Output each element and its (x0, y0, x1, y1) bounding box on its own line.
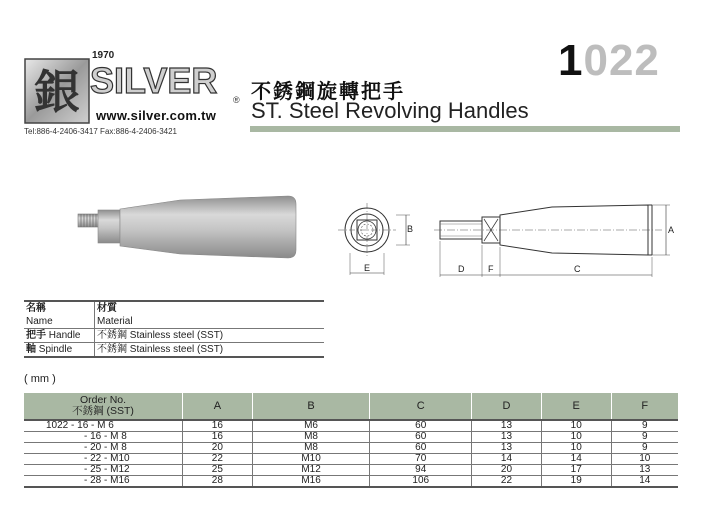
model-number-rest: 022 (583, 36, 660, 85)
unit-note: ( mm ) (24, 373, 56, 385)
part-name-cn: 軸 (26, 344, 36, 355)
order-code: - 28 - M16 (24, 476, 183, 488)
cell-a: 22 (183, 454, 253, 465)
material-row-spindle (24, 343, 324, 358)
cell-f: 9 (611, 432, 678, 443)
handle-body (120, 196, 296, 258)
cell-d: 14 (472, 454, 542, 465)
cell-d: 22 (472, 476, 542, 488)
cell-b: M8 (252, 432, 370, 443)
cell-b: M10 (252, 454, 370, 465)
cell-f: 13 (611, 465, 678, 476)
order-code: - 20 - M 8 (24, 443, 183, 454)
order-number-header (24, 393, 183, 420)
table-row (24, 420, 678, 432)
silver-seal-logo (24, 58, 90, 124)
model-number-lead: 1 (558, 36, 584, 85)
product-title-english: ST. Steel Revolving Handles (251, 98, 529, 123)
column-header-d: D (472, 393, 542, 420)
product-title-chinese: 不銹鋼旋轉把手 (251, 79, 405, 103)
cell-c: 60 (370, 420, 472, 432)
cell-c: 60 (370, 443, 472, 454)
table-row (24, 454, 678, 465)
cell-a: 20 (183, 443, 253, 454)
cell-a: 16 (183, 432, 253, 443)
cell-c: 94 (370, 465, 472, 476)
dimension-header-row (24, 393, 678, 420)
dimension-table (24, 393, 678, 488)
thread-stud (78, 214, 100, 227)
dim-label-d: D (458, 264, 465, 274)
contact-info: Tel:886-4-2406-3417 Fax:886-4-2406-3421 (24, 127, 177, 136)
cell-a: 25 (183, 465, 253, 476)
part-material: 不銹鋼 Stainless steel (SST) (95, 329, 325, 343)
brand-wordmark: SILVER (90, 60, 218, 101)
header-material-cn: 材質 (95, 301, 325, 315)
cell-b: M8 (252, 443, 370, 454)
material-header-cn-row (24, 301, 324, 315)
model-number (558, 36, 660, 86)
cell-d: 13 (472, 420, 542, 432)
order-header-line1: Order No. (79, 394, 127, 406)
header-name-en: Name (24, 315, 95, 329)
product-photo (60, 190, 310, 275)
dim-label-e: E (364, 263, 371, 273)
cell-c: 70 (370, 454, 472, 465)
cell-e: 10 (541, 443, 611, 454)
column-header-c: C (370, 393, 472, 420)
technical-drawing (330, 195, 690, 290)
dim-label-f: F (488, 264, 494, 274)
spindle-collar (98, 210, 120, 243)
website-link[interactable]: www.silver.com.tw (96, 108, 217, 123)
material-table (24, 300, 324, 358)
column-header-e: E (541, 393, 611, 420)
part-name-en: Handle (48, 330, 81, 341)
header-name-cn: 名稱 (24, 301, 95, 315)
cell-e: 17 (541, 465, 611, 476)
column-header-a: A (183, 393, 253, 420)
table-row (24, 443, 678, 454)
registered-mark: ® (233, 95, 240, 105)
order-code: - 22 - M10 (24, 454, 183, 465)
table-row (24, 465, 678, 476)
material-row-handle (24, 329, 324, 343)
cell-e: 19 (541, 476, 611, 488)
part-name-cn: 把手 (26, 330, 46, 341)
dim-label-c: C (574, 264, 581, 274)
seal-character: 銀 (34, 65, 80, 119)
cell-a: 28 (183, 476, 253, 488)
dim-label-a: A (668, 225, 675, 235)
order-code: - 25 - M12 (24, 465, 183, 476)
cell-f: 9 (611, 443, 678, 454)
table-row (24, 476, 678, 488)
header-divider-bar (250, 126, 680, 132)
cell-f: 14 (611, 476, 678, 488)
part-material: 不銹鋼 Stainless steel (SST) (95, 343, 325, 358)
cell-c: 106 (370, 476, 472, 488)
cell-a: 16 (183, 420, 253, 432)
material-header-en-row (24, 315, 324, 329)
cell-b: M6 (252, 420, 370, 432)
column-header-b: B (252, 393, 370, 420)
cell-b: M12 (252, 465, 370, 476)
end-view (338, 203, 396, 257)
cell-b: M16 (252, 476, 370, 488)
cell-f: 10 (611, 454, 678, 465)
column-header-f: F (611, 393, 678, 420)
order-code: 1022 - 16 - M 6 (24, 420, 183, 432)
cell-d: 20 (472, 465, 542, 476)
cell-f: 9 (611, 420, 678, 432)
cell-d: 13 (472, 443, 542, 454)
side-view (434, 205, 662, 255)
dim-label-b: B (407, 224, 414, 234)
order-code: - 16 - M 8 (24, 432, 183, 443)
cell-e: 10 (541, 420, 611, 432)
table-row (24, 432, 678, 443)
order-header-line2: 不銹鋼 (SST) (72, 405, 134, 417)
cell-e: 10 (541, 432, 611, 443)
founding-year: 1970 (92, 50, 115, 61)
header-material-en: Material (95, 315, 325, 329)
cell-c: 60 (370, 432, 472, 443)
cell-e: 14 (541, 454, 611, 465)
cell-d: 13 (472, 432, 542, 443)
part-name-en: Spindle (38, 344, 73, 355)
